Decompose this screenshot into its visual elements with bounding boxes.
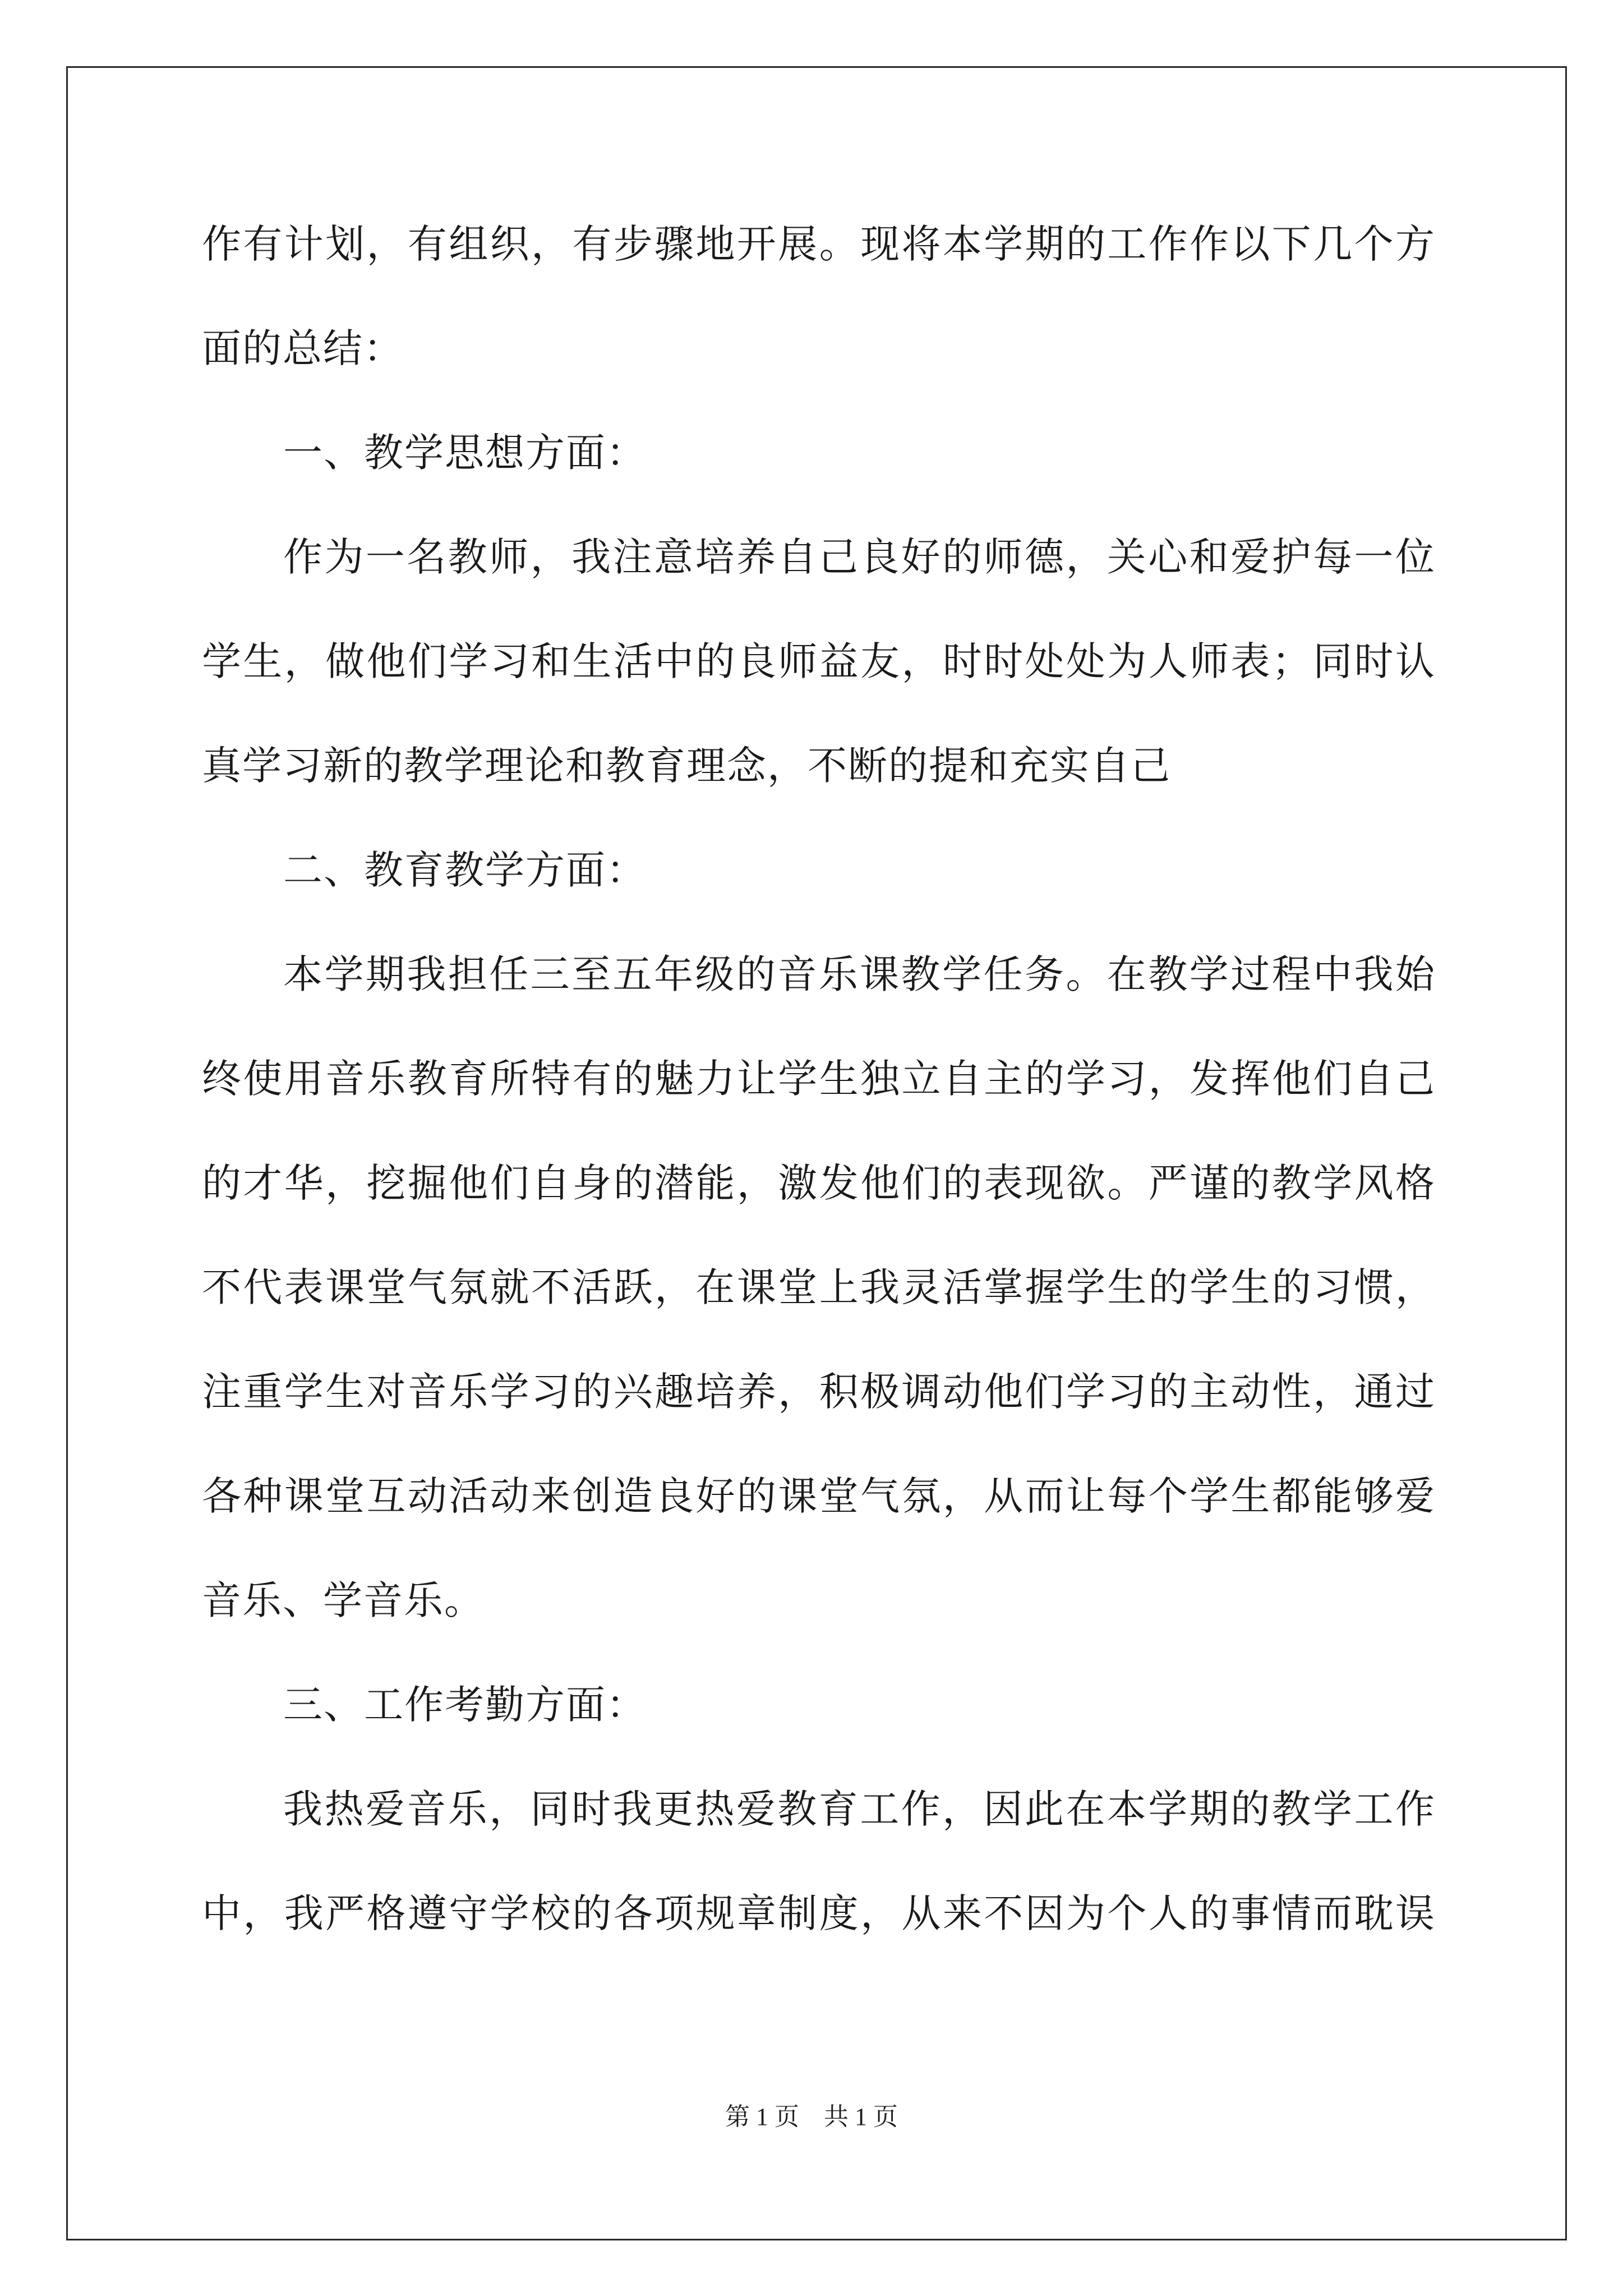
text-line: 真学习新的教学理论和教育理念，不断的提和充实自己 bbox=[202, 743, 1171, 789]
text-line: 学生，做他们学习和生活中的良师益友，时时处处为人师表；同时认 bbox=[202, 638, 1436, 684]
text-line: 本学期我担任三至五年级的音乐课教学任务。在教学过程中我始 bbox=[283, 951, 1436, 997]
text-line: 终使用音乐教育所特有的魅力让学生独立自主的学习，发挥他们自己 bbox=[202, 1056, 1436, 1102]
page-number-footer: 第 1 页 共 1 页 bbox=[725, 2103, 898, 2131]
text-line: 作有计划，有组织，有步骤地开展。现将本学期的工作作以下几个方 bbox=[202, 221, 1436, 267]
text-line: 不代表课堂气氛就不活跃，在课堂上我灵活掌握学生的学生的习惯， bbox=[202, 1264, 1436, 1310]
text-line: 面的总结： bbox=[202, 325, 404, 371]
section-heading: 三、工作考勤方面： bbox=[283, 1682, 647, 1728]
section-heading: 二、教育教学方面： bbox=[283, 847, 647, 893]
text-line: 的才华，挖掘他们自身的潜能，激发他们的表现欲。严谨的教学风格 bbox=[202, 1160, 1436, 1206]
text-line: 作为一名教师，我注意培养自己良好的师德，关心和爱护每一位 bbox=[283, 534, 1436, 580]
text-line: 音乐、学音乐。 bbox=[202, 1577, 485, 1623]
text-line: 注重学生对音乐学习的兴趣培养，积极调动他们学习的主动性，通过 bbox=[202, 1369, 1436, 1415]
text-line: 我热爱音乐，同时我更热爱教育工作，因此在本学期的教学工作 bbox=[283, 1786, 1436, 1832]
text-line: 中，我严格遵守学校的各项规章制度，从来不因为个人的事情而耽误 bbox=[202, 1890, 1436, 1936]
section-heading: 一、教学思想方面： bbox=[283, 430, 647, 476]
text-line: 各种课堂互动活动来创造良好的课堂气氛，从而让每个学生都能够爱 bbox=[202, 1473, 1436, 1519]
